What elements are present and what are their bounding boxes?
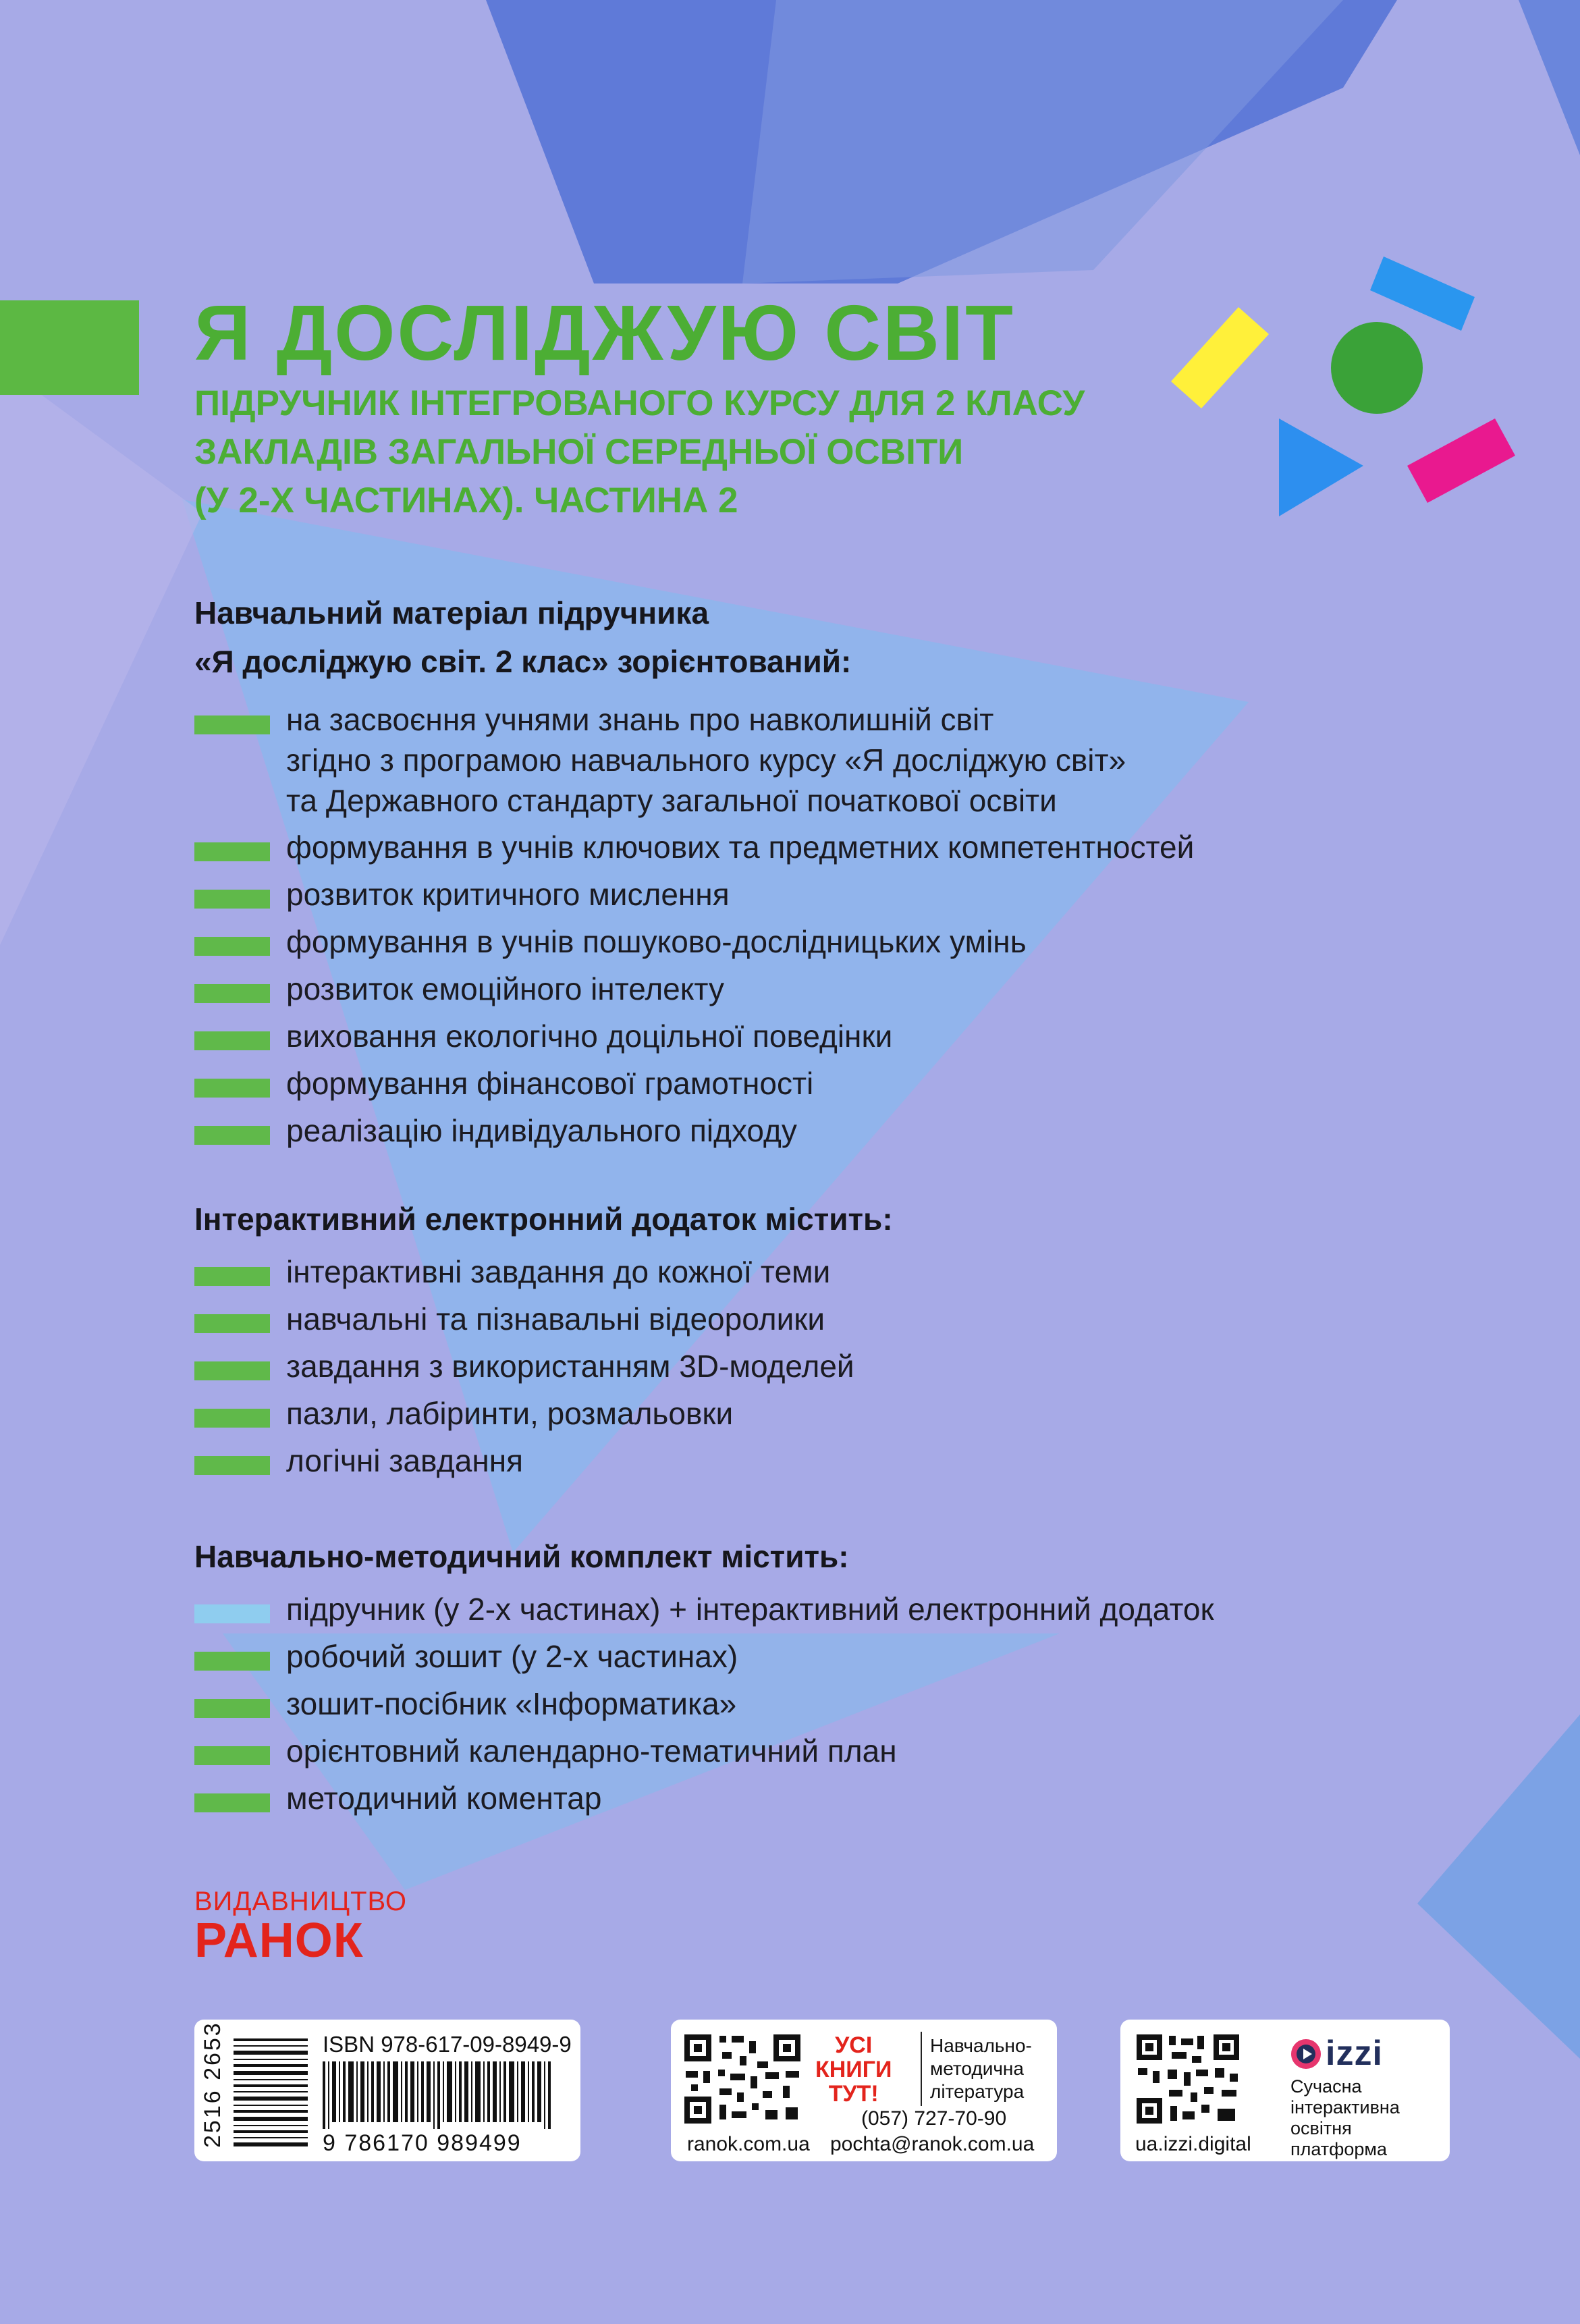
list-item-text: навчальні та пізнавальні відеоролики — [286, 1301, 825, 1336]
list-item-text: завдання з використанням 3D-моделей — [286, 1349, 854, 1384]
list-item-text: робочий зошит (у 2-х частинах) — [286, 1639, 738, 1674]
book-subtitle — [194, 379, 1085, 525]
heading-line: «Я досліджую світ. 2 клас» зорієнтований: — [194, 644, 852, 679]
subtitle-line: (У 2-Х ЧАСТИНАХ). ЧАСТИНА 2 — [194, 481, 738, 520]
ranok-email[interactable]: pochta@ranok.com.ua — [830, 2133, 1035, 2155]
magenta-rect-icon — [1407, 418, 1515, 503]
list-item-line: згідно з програмою навчального курсу «Я досліджую світ» — [286, 742, 1126, 778]
blue-rect-icon — [1370, 256, 1475, 331]
qr-code-icon[interactable] — [682, 2032, 803, 2126]
category-line: методична — [930, 2058, 1024, 2079]
green-bullet-icon — [194, 1031, 270, 1050]
divider — [921, 2032, 922, 2106]
list-item-text: зошит-посібник «Інформатика» — [286, 1686, 737, 1721]
green-bullet-icon — [194, 1793, 270, 1812]
section1-list — [194, 699, 1477, 1157]
blue-bullet-icon — [194, 1604, 270, 1623]
list-item-text: логічні завдання — [286, 1443, 524, 1478]
izzi-site[interactable]: ua.izzi.digital — [1135, 2133, 1251, 2155]
green-circle-icon — [1331, 322, 1423, 414]
tagline-line: інтерактивна — [1290, 2097, 1400, 2117]
green-bullet-icon — [194, 1126, 270, 1145]
section3-heading: Навчально-методичний комплект містить: — [194, 1539, 849, 1574]
list-item-text: формування фінансової грамотності — [286, 1066, 814, 1101]
list-item-text: розвиток критичного мислення — [286, 877, 730, 912]
ranok-category — [930, 2034, 1032, 2103]
list-item — [194, 1251, 1477, 1293]
bg-shape-right-dark — [1519, 0, 1580, 155]
list-item — [194, 1440, 1477, 1482]
list-item-text: методичний коментар — [286, 1781, 602, 1816]
green-bullet-icon — [194, 1314, 270, 1333]
tagline-line: Сучасна — [1290, 2076, 1362, 2097]
tagline-line: платформа — [1290, 2139, 1387, 2159]
small-barcode-icon — [234, 2038, 308, 2146]
category-line: література — [930, 2081, 1025, 2102]
ranok-phone: (057) 727-70-90 — [861, 2107, 1007, 2130]
list-item-text: розвиток емоційного інтелекту — [286, 971, 724, 1006]
green-bullet-icon — [194, 842, 270, 861]
barcode-icon — [323, 2061, 566, 2129]
green-bullet-icon — [194, 715, 270, 734]
green-bullet-icon — [194, 1361, 270, 1380]
green-bullet-icon — [194, 1409, 270, 1428]
green-bullet-icon — [194, 984, 270, 1003]
list-item — [194, 921, 1477, 963]
section3-list — [194, 1588, 1477, 1825]
green-bullet-icon — [194, 1267, 270, 1286]
list-item-text: формування в учнів ключових та предметних компетентностей — [286, 830, 1195, 865]
isbn-text: ISBN 978-617-09-8949-9 — [323, 2032, 572, 2057]
green-bullet-icon — [194, 1652, 270, 1671]
bg-shape-mid-light — [742, 0, 1343, 283]
badge-line: ТУТ! — [828, 2081, 879, 2107]
green-bullet-icon — [194, 890, 270, 909]
heading-line: Навчальний матеріал підручника — [194, 595, 709, 630]
list-item-text: формування в учнів пошуково-дослідницьких умінь — [286, 924, 1027, 959]
publisher-name: РАНОК — [194, 1914, 364, 1968]
list-item-text: реалізацію індивідуального підходу — [286, 1113, 797, 1148]
list-item — [194, 1393, 1477, 1434]
list-item-text: підручник (у 2-х частинах) + інтерактивний електронний додаток — [286, 1592, 1214, 1627]
publisher-label: ВИДАВНИЦТВО — [194, 1887, 408, 1916]
list-item — [194, 968, 1477, 1010]
list-item-text: пазли, лабіринти, розмальовки — [286, 1396, 734, 1431]
yellow-rect-icon — [1171, 307, 1269, 408]
subtitle-line: ПІДРУЧНИК ІНТЕГРОВАНОГО КУРСУ ДЛЯ 2 КЛАСУ — [194, 383, 1085, 423]
green-bullet-icon — [194, 1456, 270, 1475]
list-item — [194, 699, 1477, 821]
izzi-play-icon — [1290, 2038, 1322, 2070]
tagline-line: освітня — [1290, 2118, 1352, 2138]
list-item — [194, 1015, 1477, 1057]
section2-list — [194, 1251, 1477, 1487]
barcode-digits: 9 786170 989499 — [323, 2130, 522, 2156]
book-title: Я ДОСЛІДЖУЮ СВІТ — [194, 289, 1015, 377]
izzi-tagline — [1290, 2076, 1400, 2160]
title-accent-bar — [0, 300, 139, 395]
green-bullet-icon — [194, 1079, 270, 1098]
barcode-side-number: 2516 2653 — [200, 2021, 225, 2148]
list-item — [194, 1588, 1477, 1630]
list-item — [194, 1683, 1477, 1725]
publisher-logo — [194, 1887, 408, 1968]
qr-code-icon[interactable] — [1134, 2032, 1242, 2126]
ranok-site[interactable]: ranok.com.ua — [687, 2133, 810, 2155]
list-item-text: інтерактивні завдання до кожної теми — [286, 1254, 831, 1289]
green-bullet-icon — [194, 937, 270, 956]
list-item — [194, 873, 1477, 915]
barcode-box — [194, 2020, 580, 2161]
list-item — [194, 1298, 1477, 1340]
green-bullet-icon — [194, 1746, 270, 1765]
list-item — [194, 1636, 1477, 1677]
izzi-logo: izzi — [1326, 2034, 1383, 2073]
blue-triangle-icon — [1279, 418, 1363, 516]
section2-heading: Інтерактивний електронний додаток містить: — [194, 1201, 893, 1237]
izzi-info-box — [1120, 2020, 1450, 2161]
category-line: Навчально- — [930, 2035, 1032, 2056]
list-item — [194, 1062, 1477, 1104]
list-item-line: та Державного стандарту загальної початкової освіти — [286, 783, 1057, 818]
badge-line: КНИГИ — [815, 2057, 892, 2082]
green-bullet-icon — [194, 1699, 270, 1718]
section1-heading — [194, 589, 851, 686]
list-item-text: орієнтовний календарно-тематичний план — [286, 1733, 897, 1768]
list-item — [194, 1110, 1477, 1152]
all-books-badge — [815, 2033, 892, 2106]
bg-shape-left-light — [0, 364, 202, 945]
list-item-text: виховання екологічно доцільної поведінки — [286, 1019, 893, 1054]
list-item-line: на засвоєння учнями знань про навколишній світ — [286, 702, 994, 737]
subtitle-line: ЗАКЛАДІВ ЗАГАЛЬНОЇ СЕРЕДНЬОЇ ОСВІТИ — [194, 432, 964, 472]
ranok-info-box — [671, 2020, 1057, 2161]
list-item — [194, 1345, 1477, 1387]
list-item — [194, 826, 1477, 868]
list-item — [194, 1777, 1477, 1819]
list-item — [194, 1730, 1477, 1772]
badge-line: УСІ — [835, 2032, 873, 2058]
